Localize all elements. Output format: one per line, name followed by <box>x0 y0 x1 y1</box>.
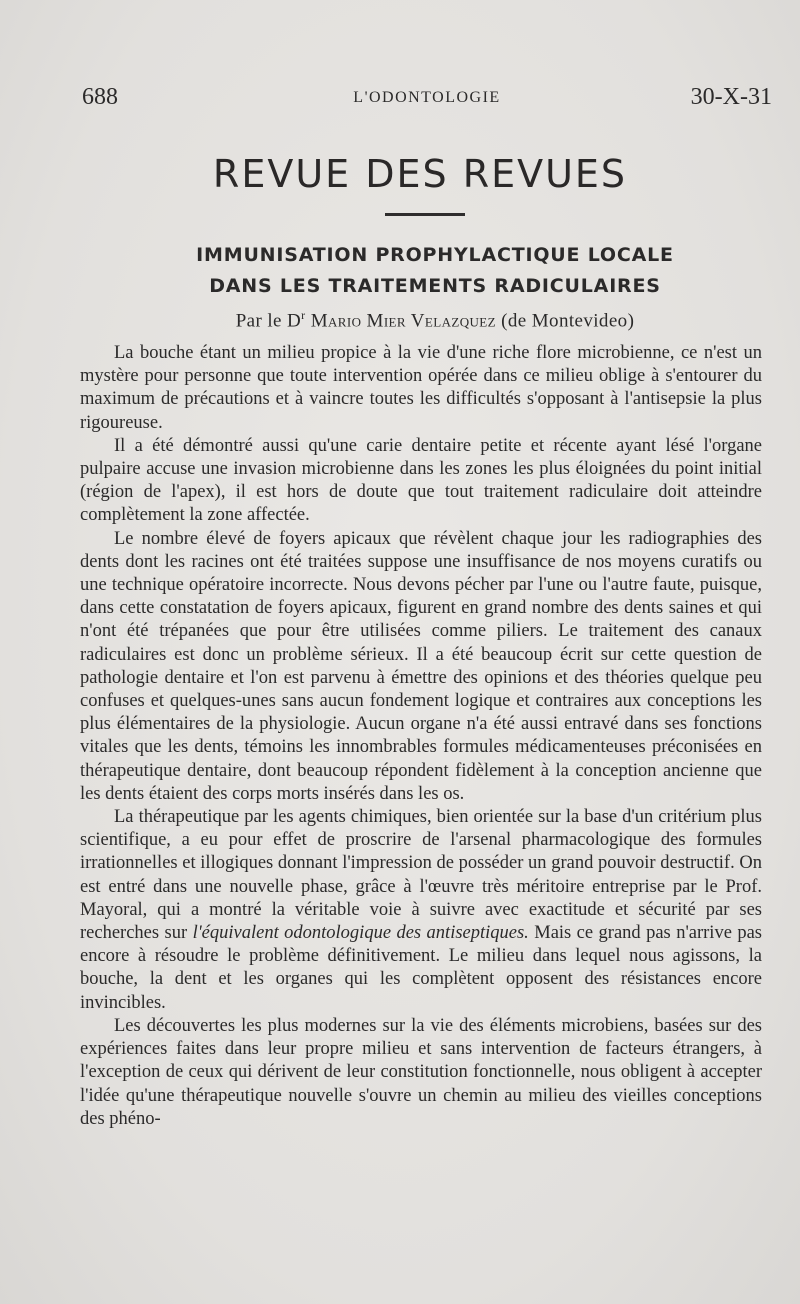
issue-date: 30-X-31 <box>690 84 772 110</box>
paragraph: La bouche étant un milieu propice à la vie d'une riche flore microbienne, ce n'est un mystère pour personne que toute intervention opérée dans ce milieu oblige à s'entourer du maximum de précautions et à vaincre toutes les difficultés s'opposant à l'antisepsie la plus rigoureuse. <box>80 343 762 433</box>
section-title: REVUE DES REVUES <box>212 152 628 196</box>
author-location: (de Montevideo) <box>501 310 635 332</box>
paragraph: Les découvertes les plus modernes sur la vie des éléments microbiens, basées sur des expériences faites dans leur propre milieu et sans intervention de facteurs étrangers, à l'exception de ceux qui dérivent de leur constitution fonctionnelle, nous obligent à accepter l'idée qu'une thérapeutique nouvelle s'ouvre un chemin au milieu des vieilles conceptions des phéno- <box>80 1015 762 1129</box>
paragraph-text: La thérapeutique par les agents chimiques, bien orientée sur la base d'un critérium plus scientifique, a eu pour effet de proscrire de l'arsenal pharmacologique des formules irrationnelles et illogiques donnant l'impression de posséder un grand pouvoir destructif. On est entré dans une nouvelle phase, grâce à l'œuvre très méritoire entreprise par le Prof. Mayoral, qui a montré la véritable voie à suivre avec exactitude et sécurité par ses recherches sur <box>80 807 762 944</box>
byline-prefix: Par le D <box>235 310 302 332</box>
page-number: 688 <box>82 84 118 110</box>
author-name: Mario Mier Velazquez <box>310 310 496 332</box>
article-body <box>80 342 762 1131</box>
paragraph-text: Mais ce grand pas n'arrive pas encore à résoudre le problème définitivement. Le milieu dans lequel nous agissons, la bouche, la dent et les organes qui les complètent opposent des résistances encore invincibles. <box>80 923 762 1013</box>
title-divider <box>385 213 465 216</box>
byline-sup: r <box>301 308 306 322</box>
italic-phrase: l'équivalent odontologique des antiseptiques. <box>192 923 529 944</box>
running-header <box>82 84 772 114</box>
paragraph: Il a été démontré aussi qu'une carie dentaire petite et récente ayant lésé l'organe pulpaire accuse une invasion microbienne dans les zones les plus éloignées du point initial (région de l'apex), il est hors de doute que tout traitement radiculaire doit atteindre complètement la zone affectée. <box>80 435 762 526</box>
author-byline <box>110 308 760 332</box>
article-title-line-1: IMMUNISATION PROPHYLACTIQUE LOCALE <box>196 244 674 266</box>
paragraph: Le nombre élevé de foyers apicaux que révèlent chaque jour les radiographies des dents dont les racines ont été traitées suppose une insuffisance de nos moyens curatifs ou une technique opératoire incorrecte. Nous devons pécher par l'une ou l'autre faute, puisque, dans cette constatation de foyers apicaux, figurent en grand nombre des dents saines et qui n'ont été trépanées que pour être utilisées comme piliers. Le traitement des canaux radiculaires est donc un problème sérieux. Il a été beaucoup écrit sur cette question de pathologie dentaire et l'on est parvenu à émettre des opinions et des théories quelque peu confuses et quelques-unes sans aucun fondement logique et contraires aux conceptions les plus élémentaires de la physiologie. Aucun organe n'a été aussi entravé dans ses fonctions vitales que les dents, témoins les innombrables formules médicamenteuses préconisées en thérapeutique dentaire, dont beaucoup répondent fidèlement à la conception ancienne que les dents étaient des corps morts insérés dans les os. <box>80 528 762 804</box>
article-title-line-2: DANS LES TRAITEMENTS RADICULAIRES <box>209 275 661 297</box>
paragraph <box>80 806 762 1015</box>
article-title <box>110 240 760 302</box>
journal-name: L'ODONTOLOGIE <box>353 89 501 106</box>
